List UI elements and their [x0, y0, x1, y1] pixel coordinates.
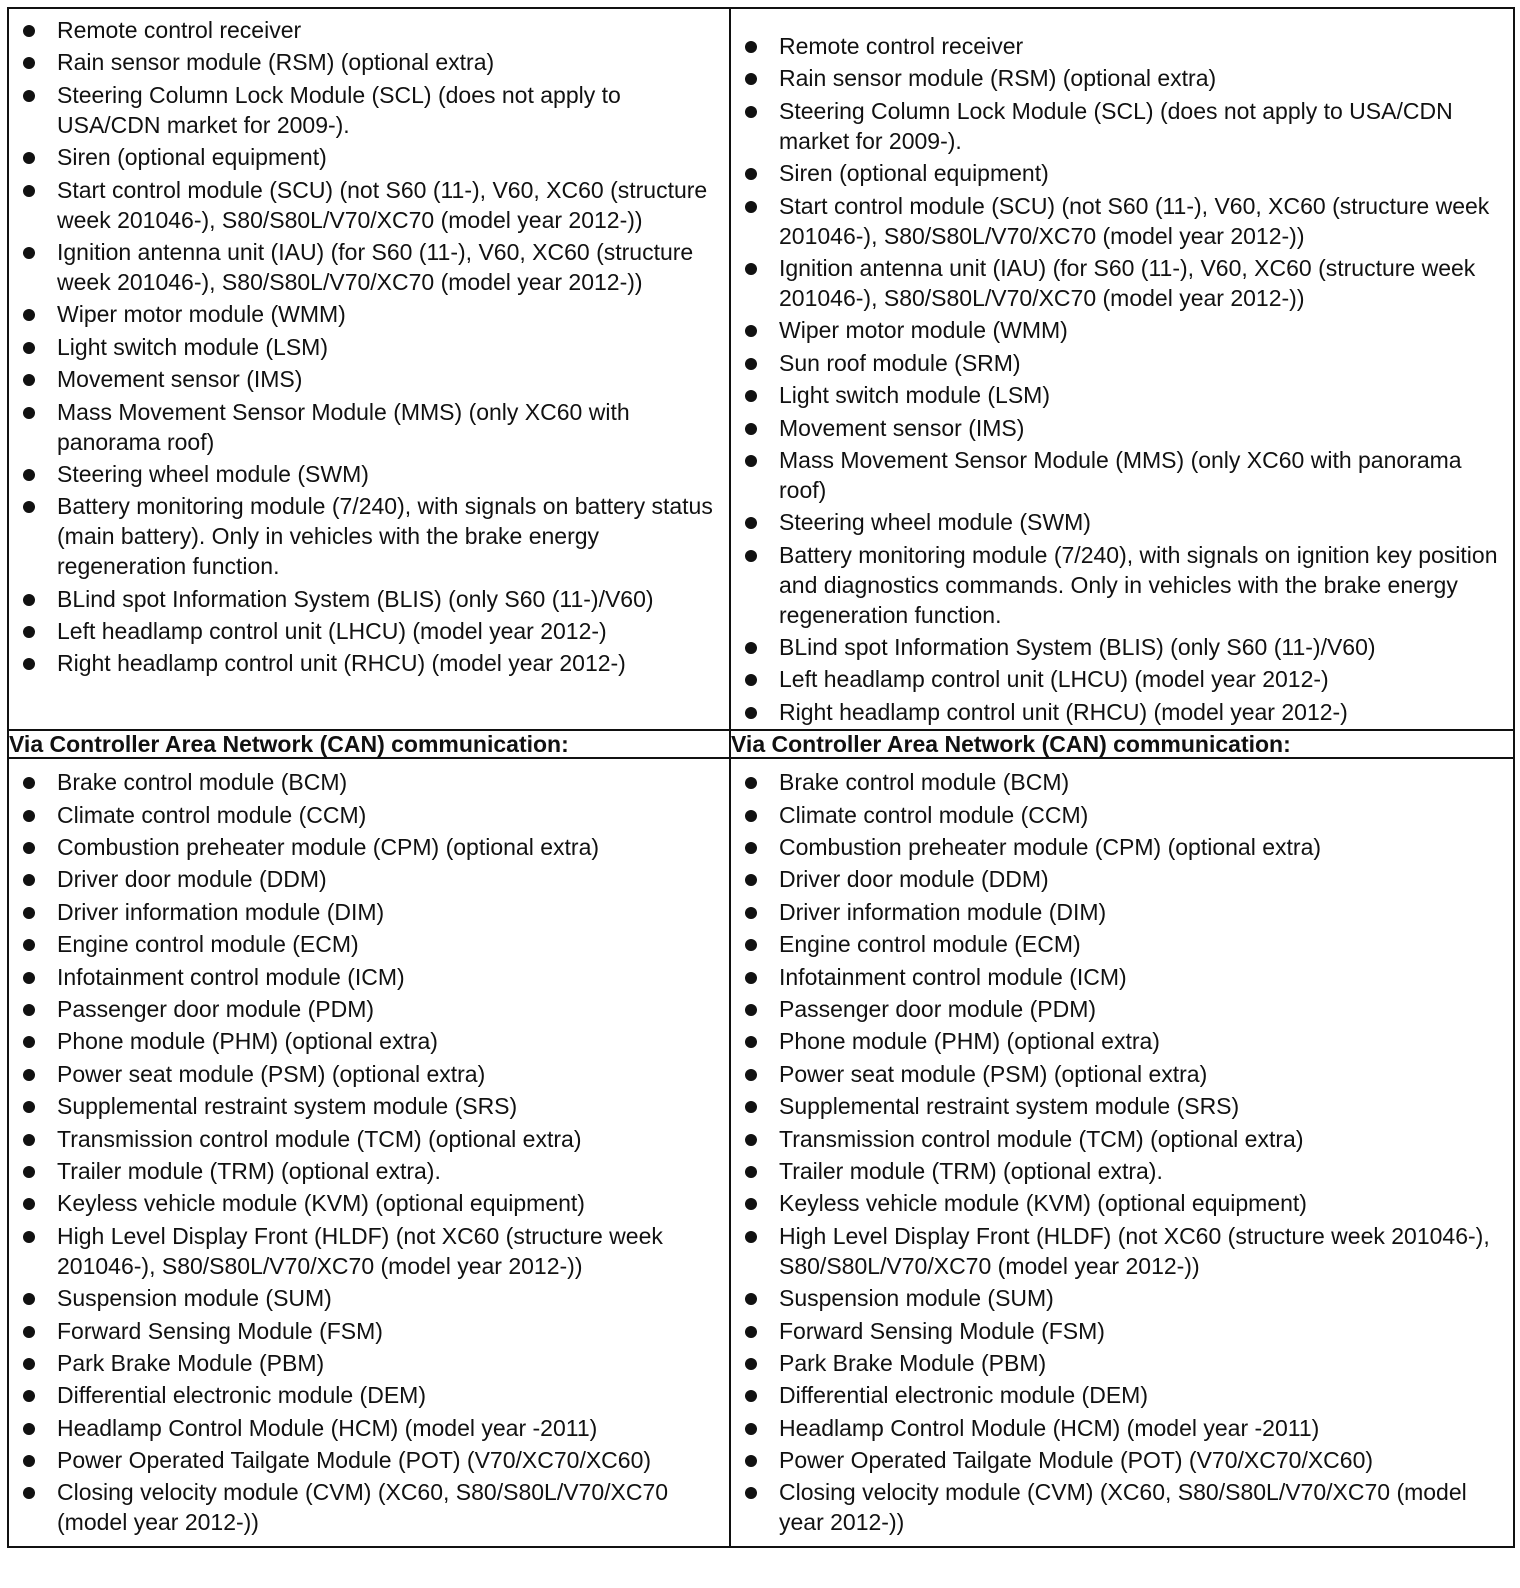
list-item: Transmission control module (TCM) (optional extra) — [731, 1124, 1513, 1154]
right-can-header: Via Controller Area Network (CAN) communication: — [730, 730, 1514, 758]
list-item: Start control module (SCU) (not S60 (11-), V60, XC60 (structure week 201046-), S80/S80L/V70/XC70 (model year 2012-)) — [731, 191, 1513, 251]
left-can-cell — [8, 758, 730, 1547]
list-item: Brake control module (BCM) — [9, 767, 729, 797]
list-item: Trailer module (TRM) (optional extra). — [9, 1156, 729, 1186]
list-item: Differential electronic module (DEM) — [9, 1380, 729, 1410]
list-item: Infotainment control module (ICM) — [731, 962, 1513, 992]
can-modules-row — [8, 758, 1514, 1547]
list-item: Movement sensor (IMS) — [9, 364, 729, 394]
list-item: Keyless vehicle module (KVM) (optional equipment) — [9, 1188, 729, 1218]
list-item: Climate control module (CCM) — [9, 800, 729, 830]
list-item: Movement sensor (IMS) — [731, 413, 1513, 443]
list-item: Right headlamp control unit (RHCU) (model year 2012-) — [731, 697, 1513, 727]
left-top-list — [9, 15, 729, 678]
list-item: Light switch module (LSM) — [9, 332, 729, 362]
list-item: Keyless vehicle module (KVM) (optional equipment) — [731, 1188, 1513, 1218]
list-item: Forward Sensing Module (FSM) — [731, 1316, 1513, 1346]
list-item: Climate control module (CCM) — [731, 800, 1513, 830]
list-item: Suspension module (SUM) — [731, 1283, 1513, 1313]
list-item: BLind spot Information System (BLIS) (only S60 (11-)/V60) — [9, 584, 729, 614]
list-item: Steering Column Lock Module (SCL) (does not apply to USA/CDN market for 2009-). — [9, 80, 729, 140]
list-item: High Level Display Front (HLDF) (not XC60 (structure week 201046-), S80/S80L/V70/XC70 (model year 2012-)) — [9, 1221, 729, 1281]
list-item: High Level Display Front (HLDF) (not XC60 (structure week 201046-), S80/S80L/V70/XC70 (model year 2012-)) — [731, 1221, 1513, 1281]
list-item: Driver door module (DDM) — [9, 864, 729, 894]
list-item: Trailer module (TRM) (optional extra). — [731, 1156, 1513, 1186]
module-comparison-table — [7, 7, 1515, 1548]
list-item: Siren (optional equipment) — [9, 142, 729, 172]
list-item: Passenger door module (PDM) — [731, 994, 1513, 1024]
list-item: Steering wheel module (SWM) — [9, 459, 729, 489]
list-item: Sun roof module (SRM) — [731, 348, 1513, 378]
list-item: Suspension module (SUM) — [9, 1283, 729, 1313]
list-item: Ignition antenna unit (IAU) (for S60 (11-), V60, XC60 (structure week 201046-), S80/S80L/V70/XC70 (model year 2012-)) — [9, 237, 729, 297]
list-item: Combustion preheater module (CPM) (optional extra) — [9, 832, 729, 862]
list-item: Start control module (SCU) (not S60 (11-), V60, XC60 (structure week 201046-), S80/S80L/V70/XC70 (model year 2012-)) — [9, 175, 729, 235]
list-item: Phone module (PHM) (optional extra) — [9, 1026, 729, 1056]
list-item: Transmission control module (TCM) (optional extra) — [9, 1124, 729, 1154]
list-item: Driver information module (DIM) — [9, 897, 729, 927]
list-item: Headlamp Control Module (HCM) (model year -2011) — [9, 1413, 729, 1443]
list-item: Differential electronic module (DEM) — [731, 1380, 1513, 1410]
list-item: Power seat module (PSM) (optional extra) — [731, 1059, 1513, 1089]
list-item: Remote control receiver — [9, 15, 729, 45]
list-item: Closing velocity module (CVM) (XC60, S80/S80L/V70/XC70 (model year 2012-)) — [9, 1477, 729, 1537]
list-item: Phone module (PHM) (optional extra) — [731, 1026, 1513, 1056]
list-item: Power Operated Tailgate Module (POT) (V70/XC70/XC60) — [731, 1445, 1513, 1475]
list-item: Remote control receiver — [731, 31, 1513, 61]
list-item: Power Operated Tailgate Module (POT) (V70/XC70/XC60) — [9, 1445, 729, 1475]
list-item: Driver information module (DIM) — [731, 897, 1513, 927]
list-item: Ignition antenna unit (IAU) (for S60 (11-), V60, XC60 (structure week 201046-), S80/S80L/V70/XC70 (model year 2012-)) — [731, 253, 1513, 313]
list-item: Supplemental restraint system module (SRS) — [9, 1091, 729, 1121]
list-item: Battery monitoring module (7/240), with signals on battery status (main battery). Only in vehicles with the brake energy regeneration function. — [9, 491, 729, 581]
list-item: Closing velocity module (CVM) (XC60, S80/S80L/V70/XC70 (model year 2012-)) — [731, 1477, 1513, 1537]
list-item: Forward Sensing Module (FSM) — [9, 1316, 729, 1346]
left-top-cell — [8, 8, 730, 730]
list-item: Park Brake Module (PBM) — [731, 1348, 1513, 1378]
right-top-list — [731, 31, 1513, 727]
top-modules-row — [8, 8, 1514, 730]
list-item: Driver door module (DDM) — [731, 864, 1513, 894]
list-item: Headlamp Control Module (HCM) (model year -2011) — [731, 1413, 1513, 1443]
list-item: BLind spot Information System (BLIS) (only S60 (11-)/V60) — [731, 632, 1513, 662]
list-item: Rain sensor module (RSM) (optional extra) — [731, 63, 1513, 93]
list-item: Engine control module (ECM) — [731, 929, 1513, 959]
can-header-row — [8, 730, 1514, 758]
list-item: Left headlamp control unit (LHCU) (model year 2012-) — [731, 664, 1513, 694]
list-item: Battery monitoring module (7/240), with signals on ignition key position and diagnostics commands. Only in vehicles with the brake energy regeneration function. — [731, 540, 1513, 630]
list-item: Rain sensor module (RSM) (optional extra) — [9, 47, 729, 77]
list-item: Steering Column Lock Module (SCL) (does not apply to USA/CDN market for 2009-). — [731, 96, 1513, 156]
list-item: Mass Movement Sensor Module (MMS) (only XC60 with panorama roof) — [731, 445, 1513, 505]
list-item: Light switch module (LSM) — [731, 380, 1513, 410]
list-item: Brake control module (BCM) — [731, 767, 1513, 797]
list-item: Passenger door module (PDM) — [9, 994, 729, 1024]
list-item: Supplemental restraint system module (SRS) — [731, 1091, 1513, 1121]
list-item: Left headlamp control unit (LHCU) (model year 2012-) — [9, 616, 729, 646]
list-item: Steering wheel module (SWM) — [731, 507, 1513, 537]
right-can-cell — [730, 758, 1514, 1547]
list-item: Mass Movement Sensor Module (MMS) (only XC60 with panorama roof) — [9, 397, 729, 457]
list-item: Wiper motor module (WMM) — [731, 315, 1513, 345]
list-item: Power seat module (PSM) (optional extra) — [9, 1059, 729, 1089]
list-item: Park Brake Module (PBM) — [9, 1348, 729, 1378]
list-item: Combustion preheater module (CPM) (optional extra) — [731, 832, 1513, 862]
list-item: Wiper motor module (WMM) — [9, 299, 729, 329]
right-can-list — [731, 767, 1513, 1537]
left-can-header: Via Controller Area Network (CAN) communication: — [8, 730, 730, 758]
list-item: Siren (optional equipment) — [731, 158, 1513, 188]
list-item: Infotainment control module (ICM) — [9, 962, 729, 992]
list-item: Engine control module (ECM) — [9, 929, 729, 959]
list-item: Right headlamp control unit (RHCU) (model year 2012-) — [9, 648, 729, 678]
left-can-list — [9, 767, 729, 1537]
right-top-cell — [730, 8, 1514, 730]
